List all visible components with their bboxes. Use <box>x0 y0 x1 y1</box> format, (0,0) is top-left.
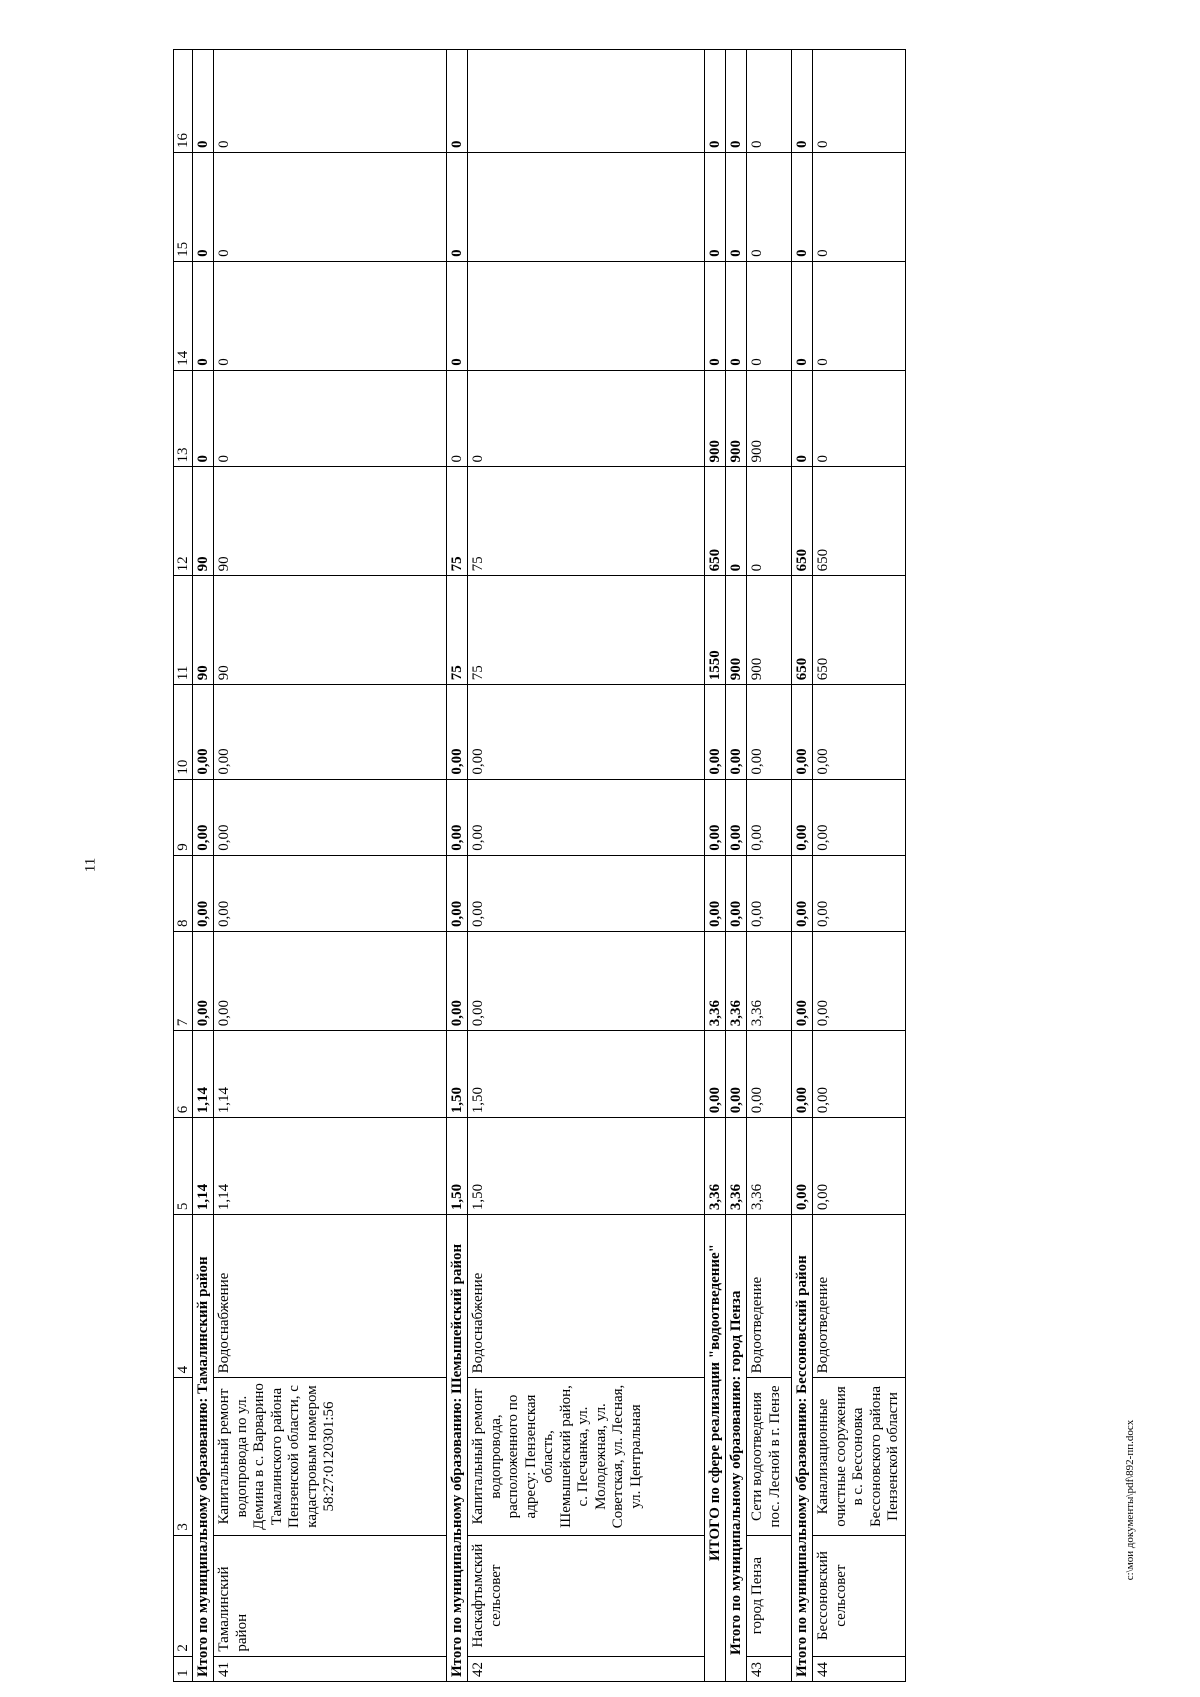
value-cell: 0 <box>747 50 792 153</box>
value-cell: 0,00 <box>214 779 447 855</box>
header-cell: 13 <box>174 370 193 467</box>
value-cell: 1,50 <box>468 1031 705 1118</box>
value-cell: 0 <box>792 50 813 153</box>
value-cell: 900 <box>747 370 792 467</box>
value-cell: 1550 <box>705 576 726 685</box>
value-cell: 0 <box>726 261 747 370</box>
row-number: 42 <box>468 1656 705 1681</box>
municipality-cell: город Пенза <box>747 1535 792 1656</box>
value-cell: 0 <box>792 261 813 370</box>
value-cell: 75 <box>447 467 468 576</box>
total-label: Итого по муниципальному образованию: Бессоновский район <box>792 1215 813 1682</box>
value-cell <box>468 152 705 261</box>
value-cell <box>468 50 705 153</box>
page-number: 11 <box>82 857 99 873</box>
value-cell: 90 <box>193 467 214 576</box>
value-cell: 0 <box>813 370 906 467</box>
value-cell: 0 <box>193 50 214 153</box>
value-cell: 900 <box>747 576 792 685</box>
value-cell: 1,14 <box>214 1031 447 1118</box>
value-cell: 1,50 <box>447 1031 468 1118</box>
value-cell: 75 <box>447 576 468 685</box>
value-cell: 0 <box>792 370 813 467</box>
value-cell: 1,14 <box>193 1031 214 1118</box>
value-cell: 0,00 <box>813 1118 906 1215</box>
header-cell: 9 <box>174 779 193 855</box>
value-cell: 0 <box>214 152 447 261</box>
value-cell: 650 <box>792 576 813 685</box>
value-cell: 3,36 <box>726 932 747 1031</box>
footer-file-path: c:\мои документы\pdf\892-пп.docx <box>1124 1419 1136 1581</box>
value-cell: 0,00 <box>813 1031 906 1118</box>
value-cell: 0,00 <box>726 685 747 779</box>
total-row-bessonovsky <box>792 50 813 1682</box>
value-cell: 3,36 <box>705 932 726 1031</box>
value-cell: 1,50 <box>447 1118 468 1215</box>
value-cell: 0,00 <box>214 855 447 931</box>
value-cell: 0,00 <box>813 779 906 855</box>
value-cell: 650 <box>813 467 906 576</box>
header-cell: 3 <box>174 1378 193 1535</box>
sphere-cell: Водоотведение <box>747 1215 792 1378</box>
value-cell: 0 <box>747 467 792 576</box>
value-cell: 0,00 <box>447 932 468 1031</box>
value-cell: 0,00 <box>468 685 705 779</box>
value-cell: 0 <box>193 152 214 261</box>
value-cell: 0 <box>214 261 447 370</box>
value-cell: 0 <box>726 50 747 153</box>
header-row <box>174 50 193 1682</box>
data-row-41 <box>214 50 447 1682</box>
value-cell: 75 <box>468 467 705 576</box>
value-cell: 0,00 <box>468 855 705 931</box>
municipality-cell: Бессоновский сельсовет <box>813 1535 906 1656</box>
value-cell <box>468 261 705 370</box>
header-cell: 14 <box>174 261 193 370</box>
value-cell: 0,00 <box>193 779 214 855</box>
header-cell: 10 <box>174 685 193 779</box>
program-table <box>173 49 906 1682</box>
value-cell: 0,00 <box>747 855 792 931</box>
value-cell: 0,00 <box>468 932 705 1031</box>
value-cell: 0,00 <box>792 932 813 1031</box>
value-cell: 0,00 <box>214 932 447 1031</box>
value-cell: 0,00 <box>792 1118 813 1215</box>
header-cell: 1 <box>174 1656 193 1681</box>
sphere-cell: Водоснабжение <box>468 1215 705 1378</box>
value-cell: 0 <box>705 261 726 370</box>
value-cell: 3,36 <box>726 1118 747 1215</box>
value-cell: 0,00 <box>747 685 792 779</box>
total-row-sphere-wastewater <box>705 50 726 1682</box>
municipality-cell: Тамалинский район <box>214 1535 447 1656</box>
header-cell: 7 <box>174 932 193 1031</box>
value-cell: 0 <box>792 152 813 261</box>
header-cell: 8 <box>174 855 193 931</box>
data-row-44 <box>813 50 906 1682</box>
value-cell: 0 <box>747 261 792 370</box>
value-cell: 0,00 <box>705 855 726 931</box>
value-cell: 0,00 <box>792 1031 813 1118</box>
value-cell: 0 <box>214 370 447 467</box>
value-cell: 0,00 <box>447 779 468 855</box>
value-cell: 3,36 <box>747 932 792 1031</box>
object-cell: Капитальный ремонт водопровода по ул. Демина в с. Варварино Тамалинского района Пензенской области, с кадастровым номером 58:27:0120301:56 <box>214 1378 447 1535</box>
value-cell: 0,00 <box>726 855 747 931</box>
header-cell: 16 <box>174 50 193 153</box>
value-cell: 0,00 <box>468 779 705 855</box>
value-cell: 0,00 <box>792 685 813 779</box>
value-cell: 650 <box>792 467 813 576</box>
value-cell: 0 <box>747 152 792 261</box>
row-number: 41 <box>214 1656 447 1681</box>
value-cell: 3,36 <box>705 1118 726 1215</box>
rotated-table-container <box>173 49 1019 1682</box>
total-label: ИТОГО по сфере реализации "водоотведение" <box>705 1215 726 1682</box>
value-cell: 0 <box>468 370 705 467</box>
value-cell: 0 <box>726 467 747 576</box>
value-cell: 3,36 <box>747 1118 792 1215</box>
value-cell: 0,00 <box>447 685 468 779</box>
object-cell: Сети водоотведения пос. Лесной в г. Пензе <box>747 1378 792 1535</box>
row-number: 44 <box>813 1656 906 1681</box>
object-cell: Капитальный ремонт водопровода, расположенного по адресу: Пензенская область, Шемышейский район, с. Песчанка, ул. Молодежная, ул. Советская, ул. Лесная, ул. Центральная <box>468 1378 705 1535</box>
value-cell: 0,00 <box>705 779 726 855</box>
total-label: Итого по муниципальному образованию: Тамалинский район <box>193 1215 214 1682</box>
value-cell: 0,00 <box>813 855 906 931</box>
value-cell: 0 <box>193 261 214 370</box>
value-cell: 650 <box>813 576 906 685</box>
header-cell: 4 <box>174 1215 193 1378</box>
sphere-cell: Водоснабжение <box>214 1215 447 1378</box>
header-cell: 11 <box>174 576 193 685</box>
value-cell: 0,00 <box>214 685 447 779</box>
total-row-shemysheisky <box>447 50 468 1682</box>
sphere-cell: Водоотведение <box>813 1215 906 1378</box>
value-cell: 0 <box>813 50 906 153</box>
value-cell: 0 <box>705 152 726 261</box>
value-cell: 0,00 <box>813 932 906 1031</box>
row-number: 43 <box>747 1656 792 1681</box>
value-cell: 0 <box>214 50 447 153</box>
header-cell: 2 <box>174 1535 193 1656</box>
value-cell: 0,00 <box>705 1031 726 1118</box>
value-cell: 0 <box>447 370 468 467</box>
value-cell: 0,00 <box>447 855 468 931</box>
data-row-42 <box>468 50 705 1682</box>
value-cell: 0,00 <box>792 855 813 931</box>
value-cell: 0 <box>447 261 468 370</box>
value-cell: 90 <box>214 467 447 576</box>
value-cell: 90 <box>214 576 447 685</box>
value-cell: 650 <box>705 467 726 576</box>
value-cell: 0,00 <box>726 1031 747 1118</box>
value-cell: 0,00 <box>705 685 726 779</box>
header-cell: 6 <box>174 1031 193 1118</box>
value-cell: 900 <box>726 370 747 467</box>
municipality-cell: Наскафтымский сельсовет <box>468 1535 705 1656</box>
value-cell: 0 <box>726 152 747 261</box>
value-cell: 0 <box>447 50 468 153</box>
value-cell: 0 <box>705 50 726 153</box>
value-cell: 0,00 <box>813 685 906 779</box>
value-cell: 900 <box>726 576 747 685</box>
value-cell: 0 <box>813 261 906 370</box>
value-cell: 900 <box>705 370 726 467</box>
total-row-tamalinsky <box>193 50 214 1682</box>
value-cell: 75 <box>468 576 705 685</box>
value-cell: 90 <box>193 576 214 685</box>
data-row-43 <box>747 50 792 1682</box>
value-cell: 0,00 <box>747 779 792 855</box>
total-label: Итого по муниципальному образованию: Шемышейский район <box>447 1215 468 1682</box>
value-cell: 0 <box>193 370 214 467</box>
header-cell: 12 <box>174 467 193 576</box>
value-cell: 0,00 <box>726 779 747 855</box>
value-cell: 0 <box>813 152 906 261</box>
value-cell: 0 <box>447 152 468 261</box>
value-cell: 1,14 <box>193 1118 214 1215</box>
value-cell: 1,14 <box>214 1118 447 1215</box>
value-cell: 0,00 <box>792 779 813 855</box>
object-cell: Канализационные очистные сооружения в с. Бессоновка Бессоновского района Пензенской области <box>813 1378 906 1535</box>
value-cell: 0,00 <box>193 855 214 931</box>
total-row-penza <box>726 50 747 1682</box>
total-label: Итого по муниципальному образованию: город Пенза <box>726 1215 747 1682</box>
value-cell: 1,50 <box>468 1118 705 1215</box>
header-cell: 15 <box>174 152 193 261</box>
value-cell: 0,00 <box>747 1031 792 1118</box>
header-cell: 5 <box>174 1118 193 1215</box>
value-cell: 0,00 <box>193 685 214 779</box>
value-cell: 0,00 <box>193 932 214 1031</box>
